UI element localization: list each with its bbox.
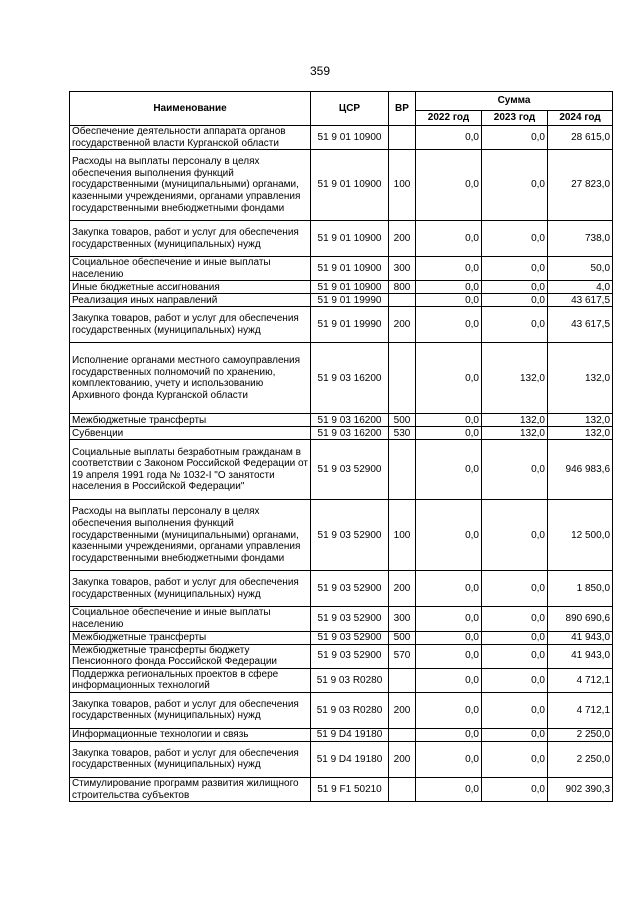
row-name: Стимулирование программ развития жилищного строительства субъектов [70, 777, 311, 801]
row-value-2022: 0,0 [416, 741, 482, 777]
row-value-2022: 0,0 [416, 150, 482, 221]
row-name: Субвенции [70, 427, 311, 440]
row-csr: 51 9 01 19990 [311, 307, 389, 343]
row-value-2023: 0,0 [482, 307, 548, 343]
row-value-2022: 0,0 [416, 728, 482, 741]
header-csr: ЦСР [311, 92, 389, 126]
row-name: Поддержка региональных проектов в сфере информационных технологий [70, 668, 311, 692]
row-value-2022: 0,0 [416, 257, 482, 281]
row-csr: 51 9 03 52900 [311, 571, 389, 607]
row-value-2023: 0,0 [482, 150, 548, 221]
row-csr: 51 9 03 R0280 [311, 692, 389, 728]
row-csr: 51 9 F1 50210 [311, 777, 389, 801]
row-value-2023: 0,0 [482, 500, 548, 571]
table-body [70, 126, 613, 802]
row-name: Расходы на выплаты персоналу в целях обеспечения выполнения функций государственными (муниципальными) органами, казенными учреждениями, органами управления государственными внебюджетными фондами [70, 500, 311, 571]
row-value-2022: 0,0 [416, 343, 482, 414]
row-vr: 300 [389, 257, 416, 281]
row-vr: 570 [389, 644, 416, 668]
row-value-2023: 132,0 [482, 414, 548, 427]
row-csr: 51 9 01 10900 [311, 150, 389, 221]
row-value-2022: 0,0 [416, 427, 482, 440]
row-name: Социальные выплаты безработным гражданам в соответствии с Законом Российской Федерации от 19 апреля 1991 года № 1032-I "О занятости населения в Российской Федерации" [70, 440, 311, 500]
row-value-2024: 27 823,0 [548, 150, 613, 221]
row-value-2023: 0,0 [482, 607, 548, 631]
table-row [70, 777, 613, 801]
row-vr [389, 728, 416, 741]
row-value-2023: 132,0 [482, 343, 548, 414]
row-csr: 51 9 03 16200 [311, 427, 389, 440]
row-value-2024: 2 250,0 [548, 741, 613, 777]
table-row [70, 631, 613, 644]
row-value-2022: 0,0 [416, 500, 482, 571]
row-value-2023: 0,0 [482, 294, 548, 307]
row-value-2022: 0,0 [416, 668, 482, 692]
row-value-2024: 738,0 [548, 221, 613, 257]
row-vr: 200 [389, 307, 416, 343]
row-name: Обеспечение деятельности аппарата органов государственной власти Курганской области [70, 126, 311, 150]
row-name: Социальное обеспечение и иные выплаты населению [70, 607, 311, 631]
row-csr: 51 9 01 10900 [311, 221, 389, 257]
row-value-2024: 4 712,1 [548, 692, 613, 728]
row-name: Закупка товаров, работ и услуг для обеспечения государственных (муниципальных) нужд [70, 692, 311, 728]
row-name: Закупка товаров, работ и услуг для обеспечения государственных (муниципальных) нужд [70, 221, 311, 257]
row-value-2024: 4,0 [548, 281, 613, 294]
table-row [70, 607, 613, 631]
row-value-2022: 0,0 [416, 631, 482, 644]
row-vr: 200 [389, 741, 416, 777]
row-csr: 51 9 03 16200 [311, 414, 389, 427]
row-csr: 51 9 03 R0280 [311, 668, 389, 692]
table-row [70, 150, 613, 221]
row-name: Исполнение органами местного самоуправления государственных полномочий по хранению, комплектованию, учету и использованию Архивного фонда Курганской области [70, 343, 311, 414]
row-value-2024: 12 500,0 [548, 500, 613, 571]
table-row [70, 414, 613, 427]
row-csr: 51 9 D4 19180 [311, 741, 389, 777]
table-row [70, 294, 613, 307]
row-vr: 530 [389, 427, 416, 440]
row-value-2023: 0,0 [482, 741, 548, 777]
row-name: Реализация иных направлений [70, 294, 311, 307]
table-row [70, 741, 613, 777]
row-vr: 200 [389, 571, 416, 607]
header-name: Наименование [70, 92, 311, 126]
row-value-2024: 28 615,0 [548, 126, 613, 150]
row-value-2024: 902 390,3 [548, 777, 613, 801]
row-value-2023: 0,0 [482, 221, 548, 257]
row-value-2023: 0,0 [482, 126, 548, 150]
row-csr: 51 9 01 10900 [311, 257, 389, 281]
row-value-2022: 0,0 [416, 307, 482, 343]
row-value-2022: 0,0 [416, 607, 482, 631]
table-row [70, 257, 613, 281]
row-value-2022: 0,0 [416, 571, 482, 607]
table-row [70, 692, 613, 728]
row-value-2024: 132,0 [548, 343, 613, 414]
row-value-2022: 0,0 [416, 126, 482, 150]
row-value-2023: 0,0 [482, 631, 548, 644]
row-value-2023: 0,0 [482, 692, 548, 728]
row-name: Закупка товаров, работ и услуг для обеспечения государственных (муниципальных) нужд [70, 571, 311, 607]
row-value-2022: 0,0 [416, 440, 482, 500]
row-name: Межбюджетные трансферты бюджету Пенсионного фонда Российской Федерации [70, 644, 311, 668]
row-vr: 200 [389, 692, 416, 728]
row-vr: 800 [389, 281, 416, 294]
row-vr: 300 [389, 607, 416, 631]
table-row [70, 571, 613, 607]
row-value-2024: 1 850,0 [548, 571, 613, 607]
row-value-2022: 0,0 [416, 644, 482, 668]
table-header [70, 92, 613, 126]
row-name: Закупка товаров, работ и услуг для обеспечения государственных (муниципальных) нужд [70, 307, 311, 343]
row-value-2022: 0,0 [416, 281, 482, 294]
row-value-2023: 0,0 [482, 777, 548, 801]
row-value-2023: 0,0 [482, 440, 548, 500]
row-value-2024: 41 943,0 [548, 644, 613, 668]
row-value-2024: 2 250,0 [548, 728, 613, 741]
row-value-2022: 0,0 [416, 294, 482, 307]
row-value-2023: 0,0 [482, 728, 548, 741]
row-csr: 51 9 01 19990 [311, 294, 389, 307]
row-name: Межбюджетные трансферты [70, 414, 311, 427]
row-value-2024: 132,0 [548, 414, 613, 427]
row-value-2024: 43 617,5 [548, 307, 613, 343]
row-csr: 51 9 03 52900 [311, 644, 389, 668]
row-vr: 500 [389, 414, 416, 427]
table-row [70, 281, 613, 294]
row-name: Иные бюджетные ассигнования [70, 281, 311, 294]
header-year-2023: 2023 год [482, 111, 548, 126]
header-vr: ВР [389, 92, 416, 126]
row-value-2024: 43 617,5 [548, 294, 613, 307]
row-vr: 200 [389, 221, 416, 257]
row-vr: 100 [389, 150, 416, 221]
row-vr: 100 [389, 500, 416, 571]
row-value-2023: 0,0 [482, 257, 548, 281]
row-csr: 51 9 03 52900 [311, 440, 389, 500]
row-vr [389, 294, 416, 307]
row-csr: 51 9 03 52900 [311, 500, 389, 571]
header-year-2022: 2022 год [416, 111, 482, 126]
row-value-2024: 890 690,6 [548, 607, 613, 631]
table-row [70, 500, 613, 571]
table-row [70, 440, 613, 500]
row-vr [389, 126, 416, 150]
table-row [70, 307, 613, 343]
row-value-2023: 0,0 [482, 644, 548, 668]
row-value-2022: 0,0 [416, 221, 482, 257]
budget-table [69, 91, 613, 802]
table-row [70, 427, 613, 440]
row-vr: 500 [389, 631, 416, 644]
row-value-2024: 4 712,1 [548, 668, 613, 692]
table-row [70, 644, 613, 668]
row-csr: 51 9 03 16200 [311, 343, 389, 414]
row-value-2023: 132,0 [482, 427, 548, 440]
row-vr [389, 668, 416, 692]
table-row [70, 668, 613, 692]
row-value-2024: 132,0 [548, 427, 613, 440]
row-name: Социальное обеспечение и иные выплаты населению [70, 257, 311, 281]
row-value-2023: 0,0 [482, 571, 548, 607]
row-value-2022: 0,0 [416, 777, 482, 801]
row-name: Межбюджетные трансферты [70, 631, 311, 644]
row-csr: 51 9 01 10900 [311, 126, 389, 150]
row-vr [389, 440, 416, 500]
header-year-2024: 2024 год [548, 111, 613, 126]
row-value-2022: 0,0 [416, 692, 482, 728]
header-sum: Сумма [416, 92, 613, 111]
row-value-2022: 0,0 [416, 414, 482, 427]
page-number: 359 [309, 64, 331, 78]
row-csr: 51 9 01 10900 [311, 281, 389, 294]
row-csr: 51 9 D4 19180 [311, 728, 389, 741]
row-name: Закупка товаров, работ и услуг для обеспечения государственных (муниципальных) нужд [70, 741, 311, 777]
table-row [70, 221, 613, 257]
table-row [70, 343, 613, 414]
table-row [70, 126, 613, 150]
row-name: Расходы на выплаты персоналу в целях обеспечения выполнения функций государственными (муниципальными) органами, казенными учреждениями, органами управления государственными внебюджетными фондами [70, 150, 311, 221]
row-vr [389, 343, 416, 414]
row-name: Информационные технологии и связь [70, 728, 311, 741]
row-vr [389, 777, 416, 801]
row-value-2024: 41 943,0 [548, 631, 613, 644]
row-csr: 51 9 03 52900 [311, 607, 389, 631]
row-value-2024: 946 983,6 [548, 440, 613, 500]
row-value-2023: 0,0 [482, 281, 548, 294]
row-csr: 51 9 03 52900 [311, 631, 389, 644]
row-value-2023: 0,0 [482, 668, 548, 692]
row-value-2024: 50,0 [548, 257, 613, 281]
table-row [70, 728, 613, 741]
